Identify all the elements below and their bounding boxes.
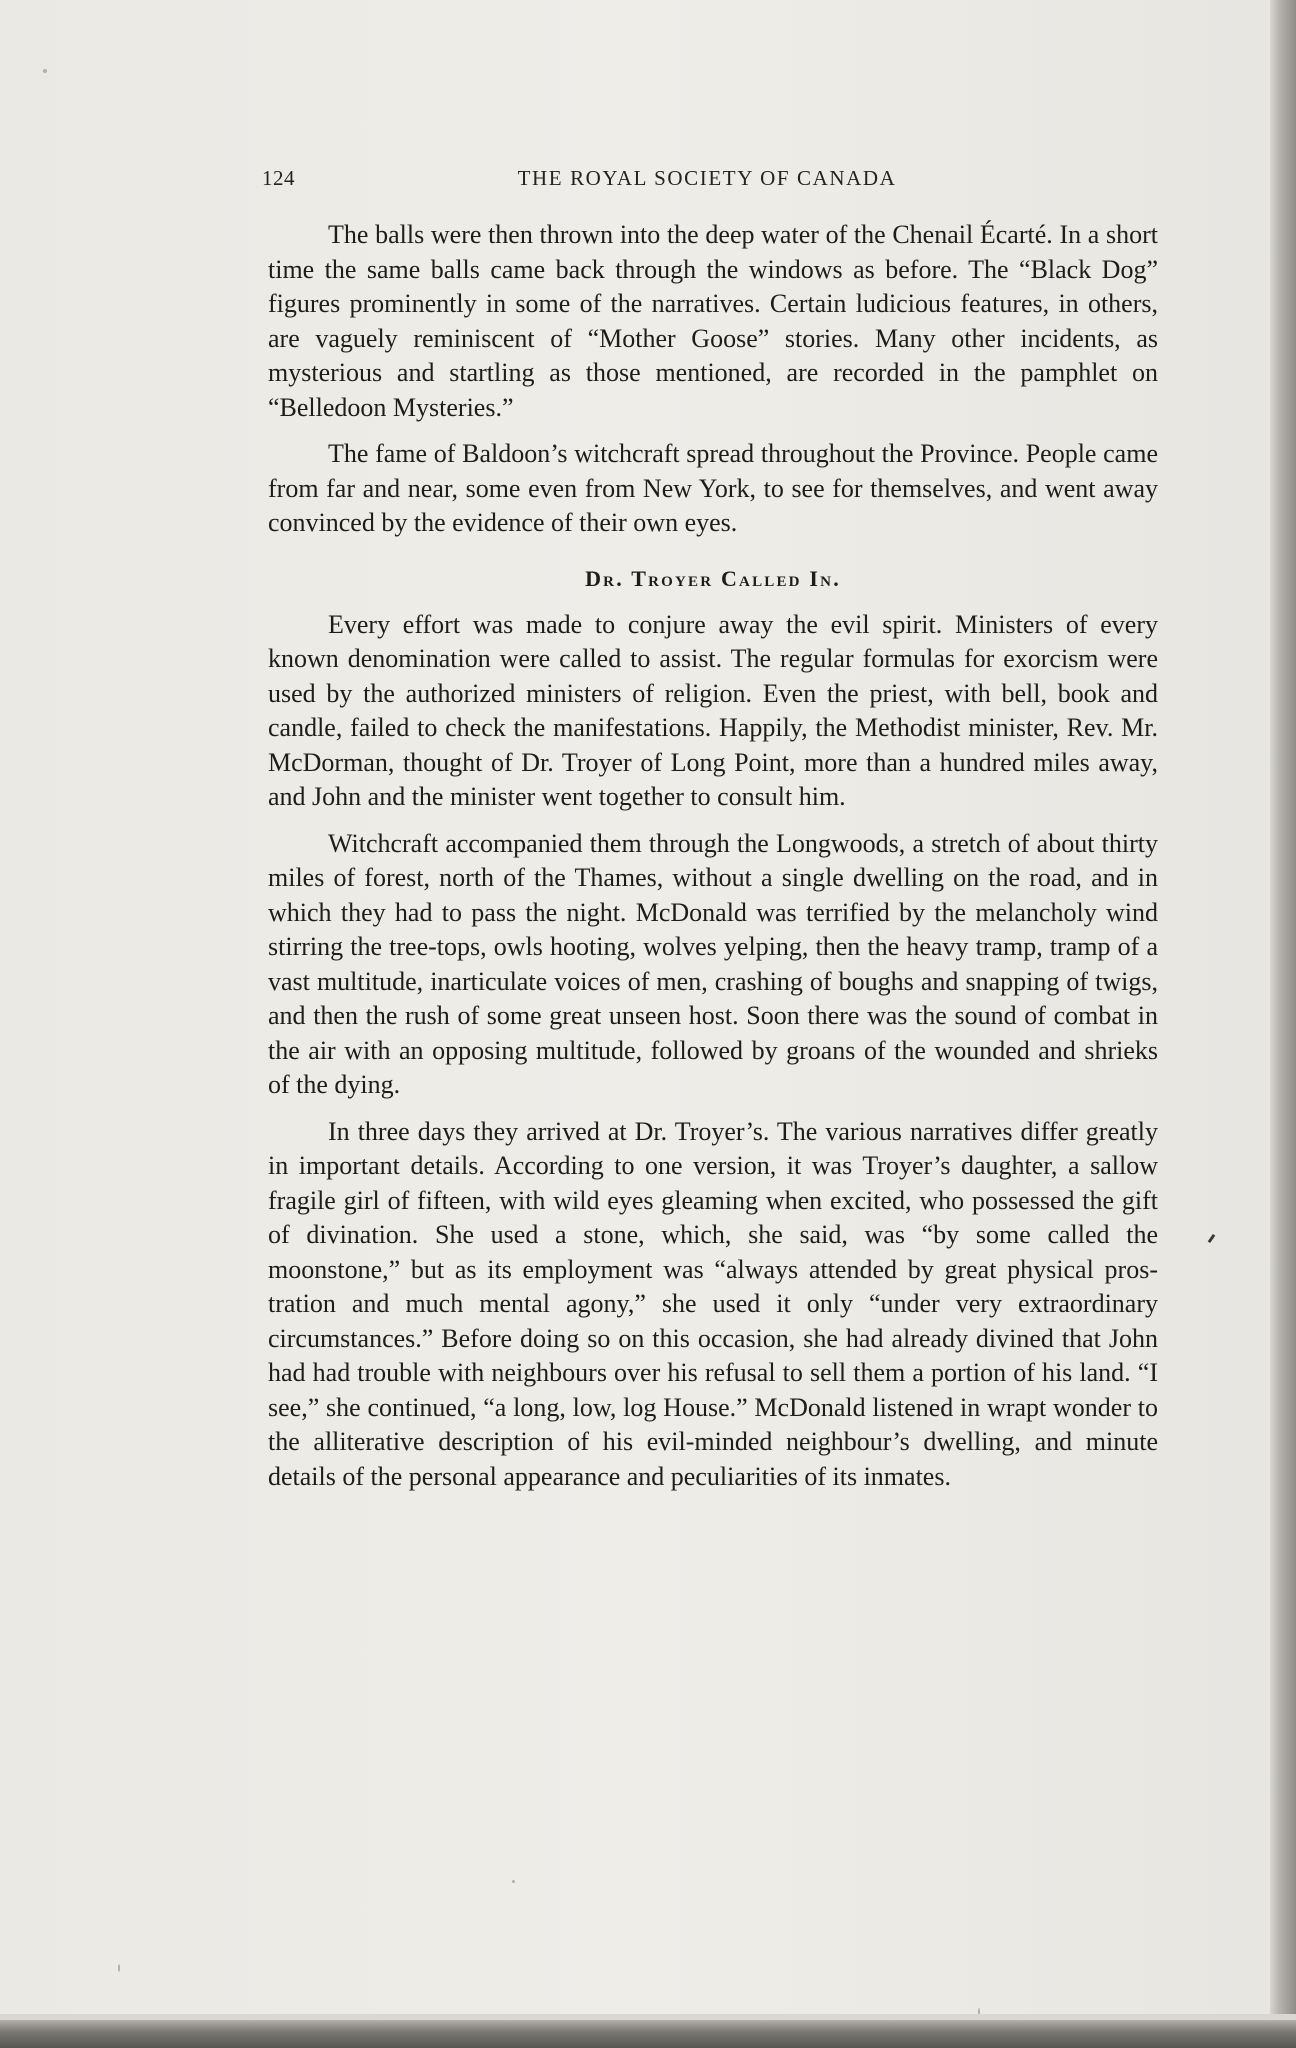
- article-body: [268, 218, 1158, 1723]
- margin-mark: [1208, 1234, 1216, 1243]
- paragraph: The fame of Baldoon’s witchcraft spread throughout the Province. People came from far and near, some even from New York, to see for themselves, and went away convinced by the evidence of their own eyes.: [268, 439, 1158, 537]
- paragraph: Every effort was made to conjure away the evil spirit. Ministers of every known denomination were called to assist. The regular formulas for exorcism were used by the authorized ministers of religion. Even the priest, with bell, book and candle, failed to check the manifestations. Happily, the Methodist minister, Rev. Mr. McDorman, thought of Dr. Troyer of Long Point, more than a hundred miles away, and John and the minister went together to consult him.: [268, 609, 1158, 811]
- scan-bottom-edge: [0, 2020, 1296, 2048]
- page-edge: [1270, 0, 1296, 2048]
- journal-title: THE ROYAL SOCIETY OF CANADA: [517, 166, 897, 190]
- page-number: 124: [262, 166, 295, 190]
- paragraph: In three days they arrived at Dr. Troyer’s. The various narratives differ greatly in important details. According to one version, it was Troyer’s daughter, a sallow fragile girl of fifteen, with wild eyes gleaming when excited, who possessed the gift of divination. She used a stone, which, she said, was “by some called the moonstone,” but as its employment was “always attended by great physical prostration and much mental agony,” she used it only “under very extraordinary circumstances.” Before doing so on this occasion, she had already divined that John had had trouble with neighbours over his refusal to sell them a portion of his land. “I see,” she continued, “a long, low, log House.” McDonald listened in wrapt wonder to the alliterative description of his evil-minded neighbour’s dwelling, and minute details of the personal appearance and peculiarities of its inmates.: [268, 1116, 1158, 1491]
- paragraph: Witchcraft accompanied them through the Longwoods, a stretch of about thirty miles of forest, north of the Thames, without a single dwelling on the road, and in which they had to pass the night. McDonald was terrified by the melancholy wind stirring the tree-tops, owls hooting, wolves yelping, then the heavy tramp, tramp of a vast multitude, inarticulate voices of men, crashing of boughs and snapping of twigs, and then the rush of some great unseen host. Soon there was the sound of combat in the air with an opposing multitude, followed by groans of the wounded and shrieks of the dying.: [268, 828, 1158, 1099]
- section-heading: Dr. Troyer Called In.: [585, 565, 841, 591]
- dust-speck: [118, 1964, 120, 1972]
- dust-speck: [512, 1880, 515, 1883]
- dust-speck: [43, 69, 47, 73]
- running-head: [262, 166, 1152, 196]
- paragraph: The balls were then thrown into the deep water of the Chenail Écarté. In a short time the same balls came back through the windows as before. The “Black Dog” figures prominently in some of the narratives. Certain ludicious features, in others, are vaguely reminiscent of “Mother Goose” stories. Many other incidents, as mysterious and startling as those mentioned, are recorded in the pamphlet on “Belledoon Mysteries.”: [268, 220, 1158, 422]
